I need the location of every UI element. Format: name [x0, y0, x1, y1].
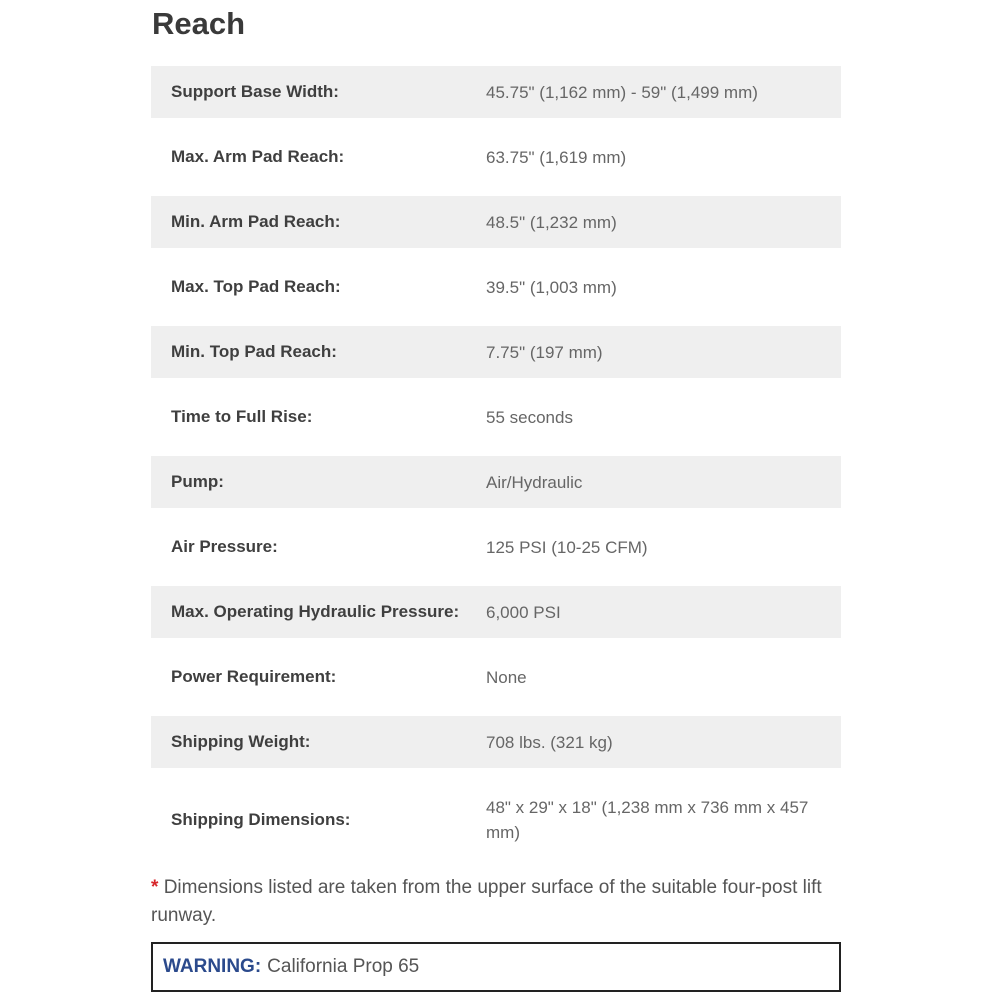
spec-value: None [486, 667, 527, 687]
spec-value: 48.5" (1,232 mm) [486, 212, 617, 232]
spec-row [151, 781, 841, 859]
spec-row [151, 66, 841, 118]
spec-value: 63.75" (1,619 mm) [486, 147, 627, 167]
spec-row [151, 261, 841, 313]
spec-label: Support Base Width: [171, 82, 339, 101]
spec-label: Max. Operating Hydraulic Pressure: [171, 602, 460, 621]
spec-label: Min. Arm Pad Reach: [171, 212, 341, 231]
spec-value: 39.5" (1,003 mm) [486, 277, 617, 297]
spec-value: 125 PSI (10-25 CFM) [486, 537, 648, 557]
spec-label: Air Pressure: [171, 537, 278, 556]
spec-row [151, 651, 841, 703]
spec-value: Air/Hydraulic [486, 472, 583, 492]
footnote [151, 874, 841, 930]
warning-link[interactable]: California Prop 65 [267, 956, 420, 977]
spec-label: Shipping Weight: [171, 732, 311, 751]
spec-row [151, 716, 841, 768]
spec-label: Shipping Dimensions: [171, 810, 351, 829]
spec-label: Max. Top Pad Reach: [171, 277, 341, 296]
spec-value: 708 lbs. (321 kg) [486, 732, 613, 752]
spec-value: 45.75" (1,162 mm) - 59" (1,499 mm) [486, 82, 758, 102]
spec-label: Min. Top Pad Reach: [171, 342, 337, 361]
spec-row [151, 586, 841, 638]
spec-label: Power Requirement: [171, 667, 337, 686]
spec-row [151, 456, 841, 508]
asterisk-marker: * [151, 877, 159, 898]
spec-label: Time to Full Rise: [171, 407, 313, 426]
spec-table [151, 66, 841, 872]
spec-value: 55 seconds [486, 407, 573, 427]
warning-box [151, 942, 841, 992]
footnote-text: Dimensions listed are taken from the upper surface of the suitable four-post lift runway. [151, 877, 822, 926]
spec-row [151, 131, 841, 183]
section-title: Reach [152, 6, 246, 41]
spec-label: Pump: [171, 472, 224, 491]
spec-row [151, 326, 841, 378]
spec-row [151, 196, 841, 248]
warning-label: WARNING: [163, 956, 262, 977]
spec-value: 7.75" (197 mm) [486, 342, 603, 362]
spec-value: 48" x 29" x 18" (1,238 mm x 736 mm x 457 mm) [486, 798, 809, 842]
spec-label: Max. Arm Pad Reach: [171, 147, 345, 166]
spec-value: 6,000 PSI [486, 602, 561, 622]
spec-row [151, 521, 841, 573]
spec-row [151, 391, 841, 443]
